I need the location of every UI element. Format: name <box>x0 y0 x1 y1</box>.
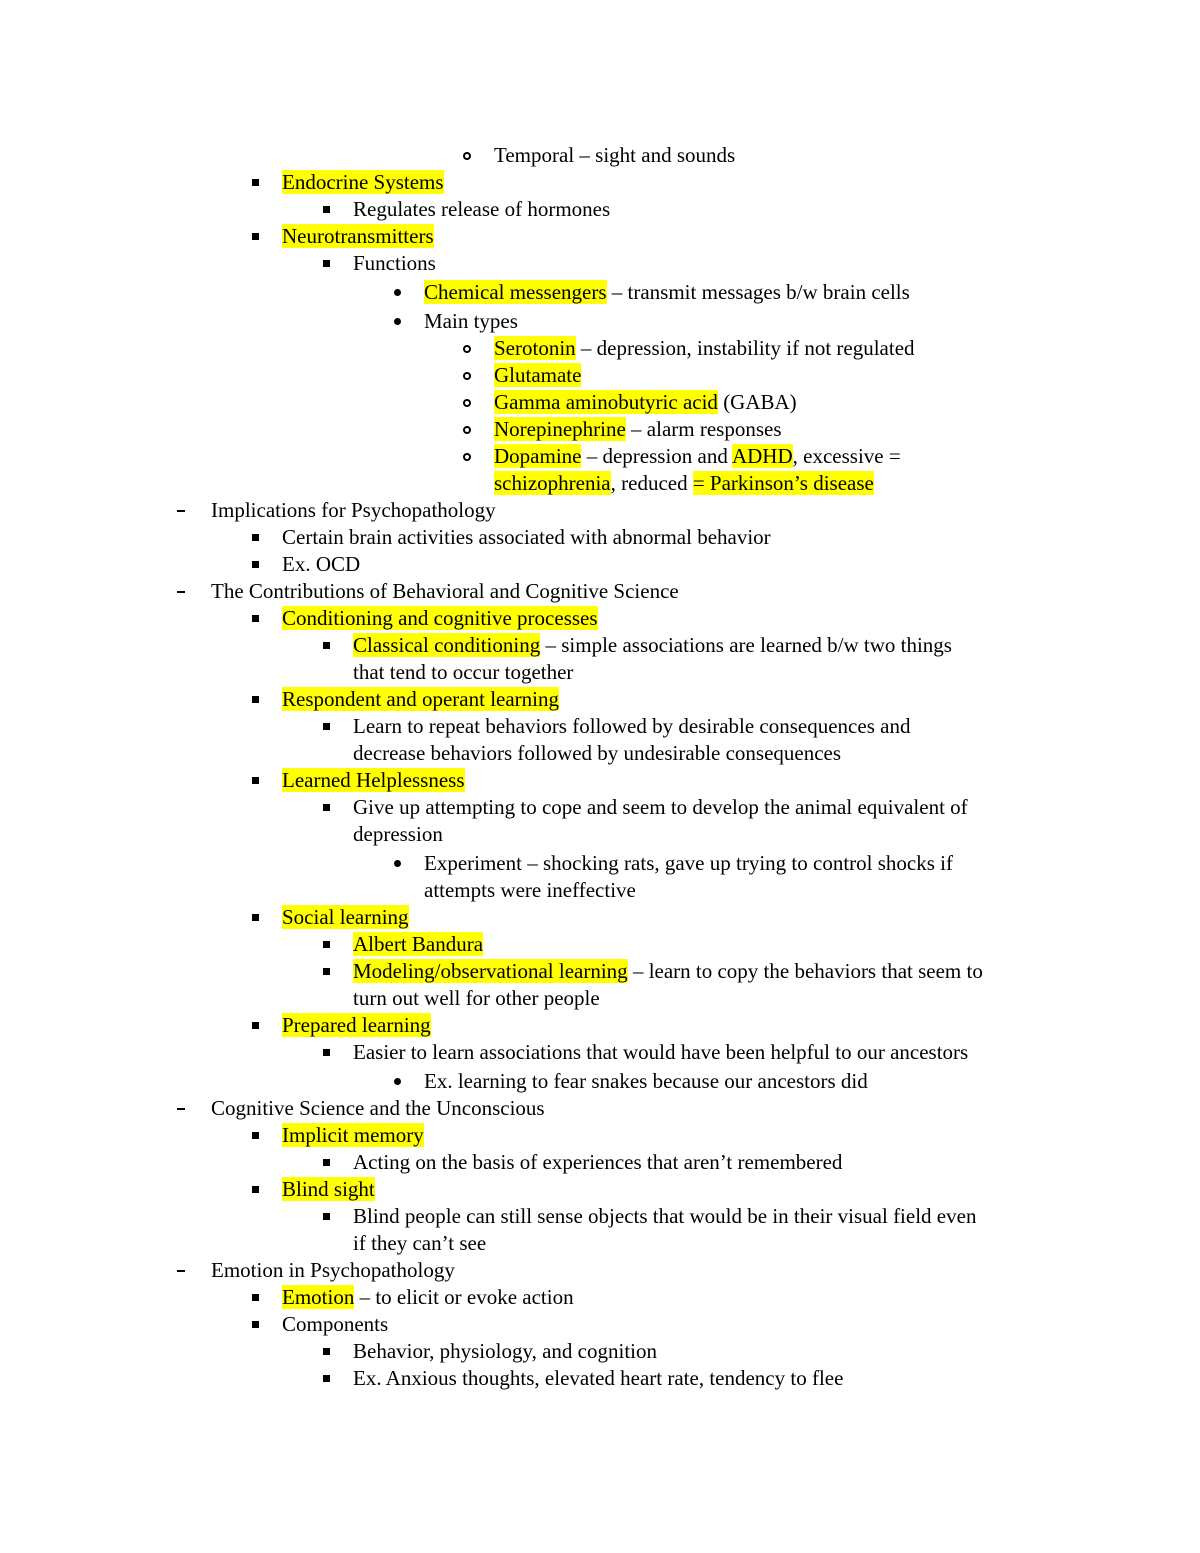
bullet-text <box>424 850 953 877</box>
bullet-text <box>494 142 735 169</box>
highlighted-text: Social learning <box>282 905 409 929</box>
text-run: , reduced <box>610 471 693 495</box>
text-run: Behavior, physiology, and cognition <box>353 1339 658 1363</box>
square-bullet-icon <box>315 713 337 740</box>
text-run: Temporal – sight and sounds <box>494 143 736 167</box>
hollow-circle-bullet-icon <box>456 142 478 169</box>
text-run: Functions <box>353 251 436 275</box>
list-item <box>0 713 1200 740</box>
highlighted-text: Glutamate <box>494 363 582 387</box>
bullet-text <box>282 686 559 713</box>
list-item <box>0 1338 1200 1365</box>
highlighted-text: Prepared learning <box>282 1013 431 1037</box>
list-item <box>0 362 1200 389</box>
hollow-circle-bullet-icon <box>456 335 478 362</box>
text-run: turn out well for other people <box>353 986 600 1010</box>
list-item <box>0 1365 1200 1392</box>
list-item <box>0 551 1200 578</box>
list-item <box>0 605 1200 632</box>
square-bullet-icon <box>244 1311 266 1338</box>
text-run: – simple associations are learned b/w two things <box>540 633 952 657</box>
text-run: Regulates release of hormones <box>353 197 611 221</box>
list-item <box>0 279 1200 306</box>
list-item-continuation <box>0 985 1200 1012</box>
bullet-text <box>353 196 610 223</box>
list-item <box>0 1068 1200 1095</box>
list-item <box>0 1284 1200 1311</box>
bullet-text <box>211 1257 455 1284</box>
highlighted-text: Modeling/observational learning <box>353 959 628 983</box>
list-item <box>0 686 1200 713</box>
text-run: Ex. learning to fear snakes because our ancestors did <box>424 1069 868 1093</box>
bullet-text <box>353 958 983 985</box>
square-bullet-icon <box>244 1284 266 1311</box>
text-run: – transmit messages b/w brain cells <box>606 280 910 304</box>
list-item-continuation <box>0 1230 1200 1257</box>
bullet-text <box>282 223 434 250</box>
bullet-text <box>494 362 581 389</box>
list-item <box>0 1039 1200 1066</box>
bullet-text <box>211 497 496 524</box>
highlighted-text: Endocrine Systems <box>282 170 444 194</box>
list-item <box>0 196 1200 223</box>
square-bullet-icon <box>244 605 266 632</box>
list-item <box>0 1095 1200 1122</box>
bullet-text <box>282 1122 424 1149</box>
list-item <box>0 1311 1200 1338</box>
bullet-text <box>424 279 910 306</box>
dash-bullet-icon <box>170 578 192 605</box>
square-bullet-icon <box>315 1365 337 1392</box>
square-bullet-icon <box>244 1122 266 1149</box>
square-bullet-icon <box>244 767 266 794</box>
list-item <box>0 169 1200 196</box>
highlighted-text: Implicit memory <box>282 1123 424 1147</box>
bullet-text <box>282 1176 375 1203</box>
text-run: depression <box>353 822 443 846</box>
text-run: Ex. Anxious thoughts, elevated heart rate, tendency to flee <box>353 1366 844 1390</box>
round-bullet-icon <box>386 1068 408 1095</box>
list-item <box>0 335 1200 362</box>
text-run: – learn to copy the behaviors that seem to <box>627 959 983 983</box>
bullet-text <box>494 443 901 470</box>
bullet-text <box>494 335 915 362</box>
dash-bullet-icon <box>170 497 192 524</box>
bullet-text <box>282 551 360 578</box>
list-item-continuation <box>0 821 1200 848</box>
list-item <box>0 632 1200 659</box>
highlighted-text: Conditioning and cognitive processes <box>282 606 598 630</box>
list-item <box>0 931 1200 958</box>
list-item <box>0 389 1200 416</box>
list-item <box>0 1149 1200 1176</box>
square-bullet-icon <box>244 169 266 196</box>
list-item <box>0 578 1200 605</box>
list-item-continuation <box>0 877 1200 904</box>
text-run: Certain brain activities associated with abnormal behavior <box>282 525 771 549</box>
text-run: Components <box>282 1312 389 1336</box>
bullet-text <box>353 1149 842 1176</box>
bullet-text <box>353 1365 843 1392</box>
bullet-text <box>353 250 436 277</box>
list-item <box>0 497 1200 524</box>
text-run: attempts were ineffective <box>424 878 636 902</box>
dash-bullet-icon <box>170 1095 192 1122</box>
square-bullet-icon <box>315 931 337 958</box>
list-item <box>0 794 1200 821</box>
text-run: – alarm responses <box>625 417 782 441</box>
dash-bullet-icon <box>170 1257 192 1284</box>
highlighted-text: = Parkinson’s disease <box>692 471 874 495</box>
list-item <box>0 250 1200 277</box>
text-run: Implications for Psychopathology <box>211 498 496 522</box>
list-item <box>0 1122 1200 1149</box>
bullet-text <box>282 169 444 196</box>
list-item <box>0 958 1200 985</box>
text-run: Blind people can still sense objects that would be in their visual field even <box>353 1204 977 1228</box>
bullet-text <box>353 1039 968 1066</box>
highlighted-text: Classical conditioning <box>353 633 541 657</box>
list-item-continuation <box>0 659 1200 686</box>
text-run: Easier to learn associations that would have been helpful to our ancestors <box>353 1040 969 1064</box>
highlighted-text: Neurotransmitters <box>282 224 434 248</box>
text-run: Emotion in Psychopathology <box>211 1258 455 1282</box>
list-item <box>0 416 1200 443</box>
list-item <box>0 1257 1200 1284</box>
list-item <box>0 142 1200 169</box>
bullet-text <box>494 416 782 443</box>
list-item <box>0 904 1200 931</box>
text-run: Acting on the basis of experiences that aren’t remembered <box>353 1150 843 1174</box>
highlighted-text: Blind sight <box>282 1177 375 1201</box>
list-item <box>0 223 1200 250</box>
text-run: (GABA) <box>717 390 797 414</box>
text-run: – depression and <box>581 444 732 468</box>
square-bullet-icon <box>244 686 266 713</box>
text-run: Cognitive Science and the Unconscious <box>211 1096 545 1120</box>
round-bullet-icon <box>386 850 408 877</box>
bullet-text <box>353 1338 657 1365</box>
highlighted-text: Emotion <box>282 1285 355 1309</box>
list-item-continuation <box>0 740 1200 767</box>
list-item <box>0 1176 1200 1203</box>
square-bullet-icon <box>244 1012 266 1039</box>
highlighted-text: Serotonin <box>494 336 576 360</box>
square-bullet-icon <box>315 632 337 659</box>
square-bullet-icon <box>244 904 266 931</box>
list-item <box>0 1012 1200 1039</box>
text-run: Ex. OCD <box>282 552 361 576</box>
square-bullet-icon <box>315 1149 337 1176</box>
text-run: if they can’t see <box>353 1231 487 1255</box>
square-bullet-icon <box>244 223 266 250</box>
highlighted-text: Respondent and operant learning <box>282 687 559 711</box>
text-run: decrease behaviors followed by undesirable consequences <box>353 741 842 765</box>
hollow-circle-bullet-icon <box>456 389 478 416</box>
hollow-circle-bullet-icon <box>456 362 478 389</box>
list-item <box>0 850 1200 877</box>
highlighted-text: Chemical messengers <box>424 280 607 304</box>
text-run: – to elicit or evoke action <box>354 1285 574 1309</box>
hollow-circle-bullet-icon <box>456 443 478 470</box>
square-bullet-icon <box>315 1039 337 1066</box>
bullet-text <box>424 1068 868 1095</box>
bullet-text <box>494 470 874 497</box>
text-run: – depression, instability if not regulated <box>575 336 915 360</box>
highlighted-text: Dopamine <box>494 444 582 468</box>
text-run: Learn to repeat behaviors followed by desirable consequences and <box>353 714 911 738</box>
bullet-text <box>353 794 968 821</box>
highlighted-text: Learned Helplessness <box>282 768 465 792</box>
square-bullet-icon <box>315 1338 337 1365</box>
text-run: Give up attempting to cope and seem to develop the animal equivalent of <box>353 795 968 819</box>
list-item <box>0 524 1200 551</box>
bullet-text <box>211 1095 545 1122</box>
text-run: Experiment – shocking rats, gave up trying to control shocks if <box>424 851 953 875</box>
round-bullet-icon <box>386 279 408 306</box>
bullet-text <box>282 1311 388 1338</box>
bullet-text <box>282 524 771 551</box>
bullet-text <box>282 1284 574 1311</box>
bullet-text <box>353 1203 976 1230</box>
list-item <box>0 1203 1200 1230</box>
square-bullet-icon <box>315 794 337 821</box>
highlighted-text: schizophrenia <box>494 471 611 495</box>
square-bullet-icon <box>244 1176 266 1203</box>
list-item <box>0 443 1200 470</box>
bullet-text <box>353 632 952 659</box>
square-bullet-icon <box>315 250 337 277</box>
bullet-text <box>282 904 409 931</box>
bullet-text <box>353 740 841 767</box>
bullet-text <box>353 1230 486 1257</box>
text-run: that tend to occur together <box>353 660 574 684</box>
list-item <box>0 767 1200 794</box>
text-run: Main types <box>424 309 518 333</box>
highlighted-text: Norepinephrine <box>494 417 626 441</box>
bullet-text <box>494 389 797 416</box>
square-bullet-icon <box>315 196 337 223</box>
bullet-text <box>353 985 600 1012</box>
highlighted-text: ADHD <box>731 444 793 468</box>
hollow-circle-bullet-icon <box>456 416 478 443</box>
bullet-text <box>353 659 573 686</box>
square-bullet-icon <box>244 551 266 578</box>
square-bullet-icon <box>315 958 337 985</box>
highlighted-text: Albert Bandura <box>353 932 484 956</box>
bullet-text <box>211 578 679 605</box>
bullet-text <box>282 767 465 794</box>
bullet-text <box>424 308 518 335</box>
bullet-text <box>353 821 443 848</box>
bullet-text <box>424 877 636 904</box>
highlighted-text: Gamma aminobutyric acid <box>494 390 718 414</box>
bullet-text <box>353 713 910 740</box>
round-bullet-icon <box>386 308 408 335</box>
square-bullet-icon <box>315 1203 337 1230</box>
square-bullet-icon <box>244 524 266 551</box>
list-item <box>0 308 1200 335</box>
list-item-continuation <box>0 470 1200 497</box>
bullet-text <box>282 1012 431 1039</box>
text-run: The Contributions of Behavioral and Cognitive Science <box>211 579 679 603</box>
text-run: , excessive = <box>792 444 901 468</box>
bullet-text <box>353 931 483 958</box>
bullet-text <box>282 605 598 632</box>
